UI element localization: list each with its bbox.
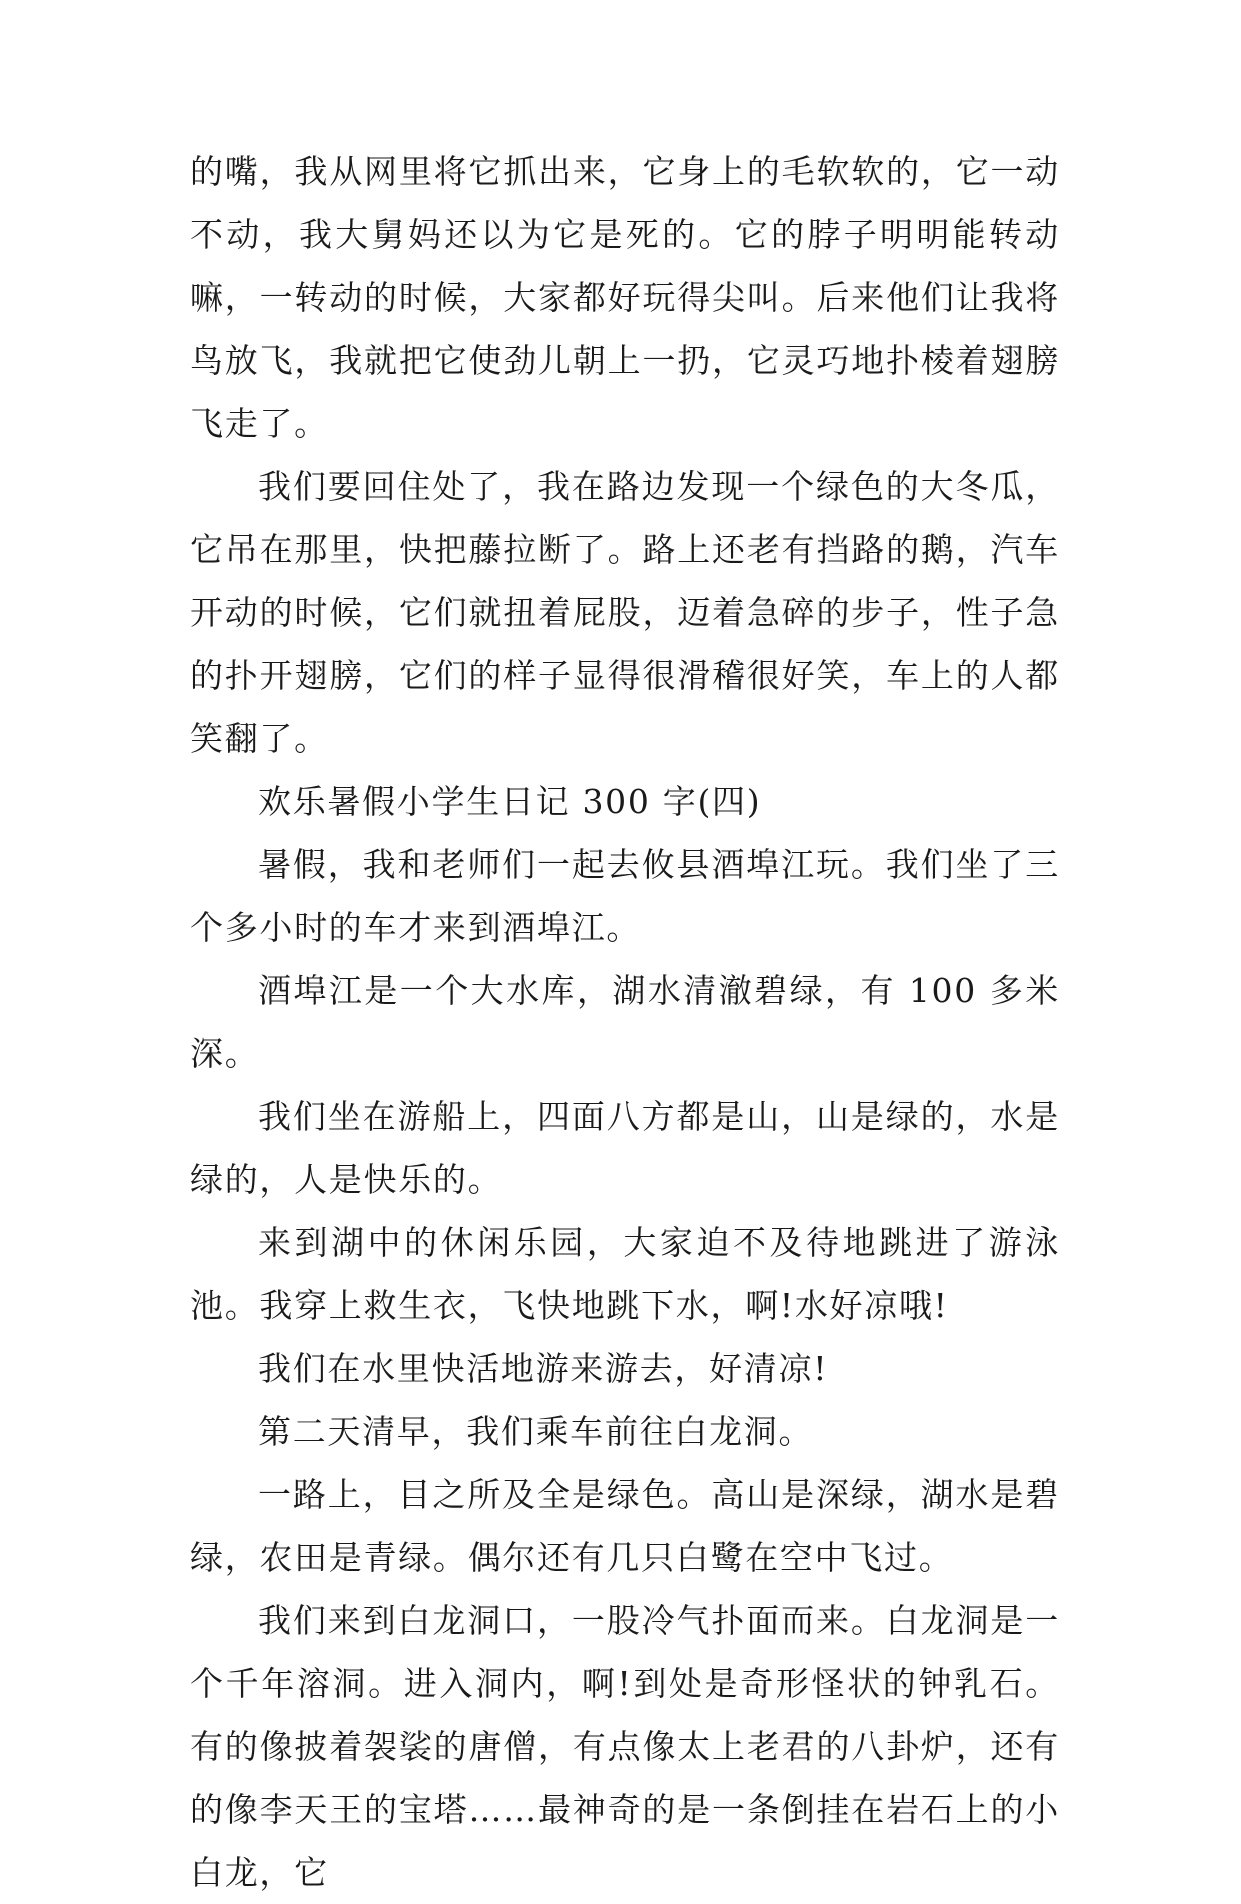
document-body: [190, 140, 1060, 1904]
paragraph-7: 我们在水里快活地游来游去，好清凉!: [258, 1349, 829, 1388]
paragraph-6: 来到湖中的休闲乐园，大家迫不及待地跳进了游泳池。我穿上救生衣，飞快地跳下水，啊!水好凉哦!: [190, 1223, 1060, 1325]
paragraph-5: 我们坐在游船上，四面八方都是山，山是绿的，水是绿的，人是快乐的。: [190, 1097, 1060, 1199]
paragraph-10: 我们来到白龙洞口，一股冷气扑面而来。白龙洞是一个千年溶洞。进入洞内，啊!到处是奇形怪状的钟乳石。有的像披着袈裟的唐僧，有点像太上老君的八卦炉，还有的像李天王的宝塔……最神奇的是一条倒挂在岩石上的小白龙，它: [190, 1601, 1060, 1892]
paragraph-4: 酒埠江是一个大水库，湖水清澈碧绿，有 100 多米深。: [190, 971, 1060, 1073]
paragraph-2: 我们要回住处了，我在路边发现一个绿色的大冬瓜，它吊在那里，快把藤拉断了。路上还老有挡路的鹅，汽车开动的时候，它们就扭着屁股，迈着急碎的步子，性子急的扑开翅膀，它们的样子显得很滑稽很好笑，车上的人都笑翻了。: [190, 467, 1060, 758]
paragraph-9: 一路上，目之所及全是绿色。高山是深绿，湖水是碧绿，农田是青绿。偶尔还有几只白鹭在空中飞过。: [190, 1475, 1060, 1577]
section-heading: 欢乐暑假小学生日记 300 字(四): [258, 782, 762, 821]
paragraph-8: 第二天清早，我们乘车前往白龙洞。: [258, 1412, 814, 1451]
paragraph-1: 的嘴，我从网里将它抓出来，它身上的毛软软的，它一动不动，我大舅妈还以为它是死的。它的脖子明明能转动嘛，一转动的时候，大家都好玩得尖叫。后来他们让我将鸟放飞，我就把它使劲儿朝上一扔，它灵巧地扑棱着翅膀飞走了。: [190, 152, 1060, 443]
paragraph-3: 暑假，我和老师们一起去攸县酒埠江玩。我们坐了三个多小时的车才来到酒埠江。: [190, 845, 1060, 947]
